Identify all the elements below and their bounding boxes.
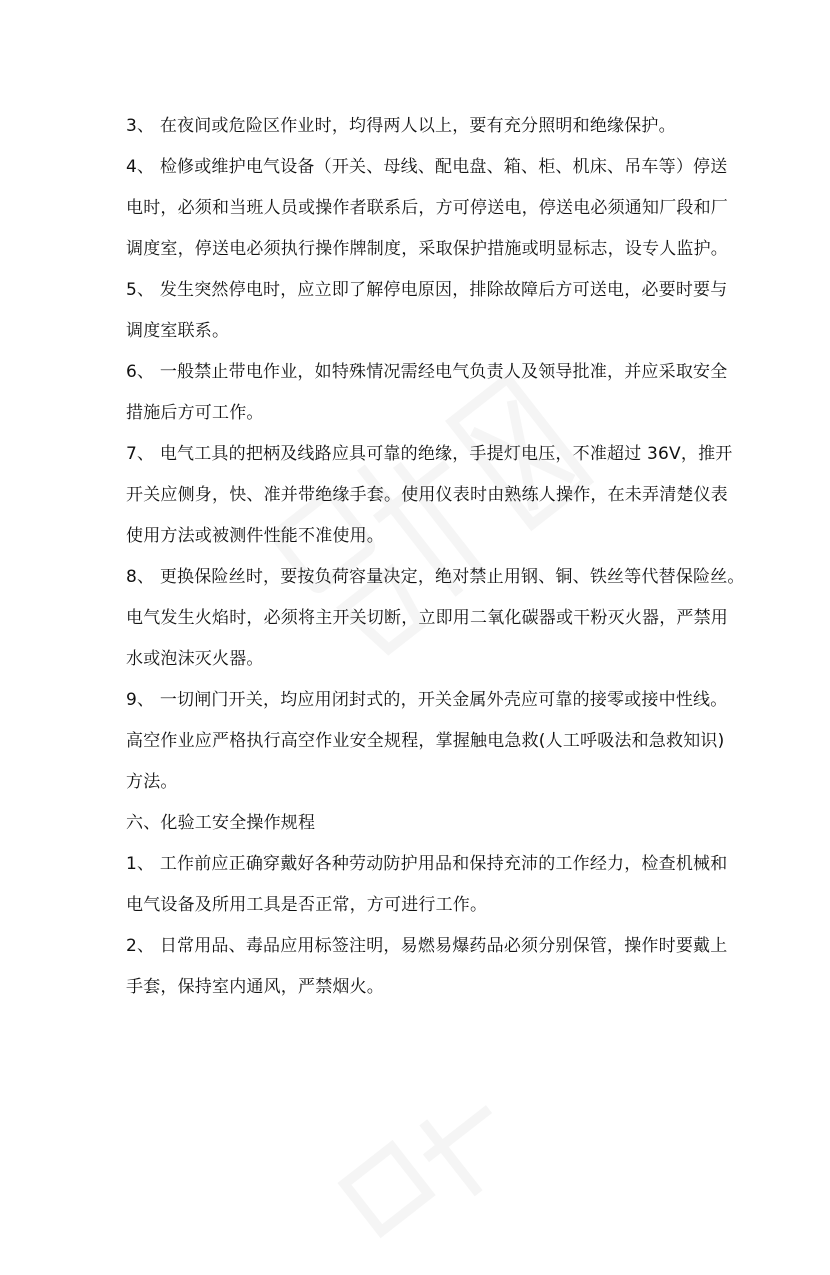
paragraph-line: 7、 电气工具的把柄及线路应具可靠的绝缘，手提灯电压，不准超过 36V，推开 xyxy=(126,444,733,464)
document-body xyxy=(126,108,745,1005)
paragraph-line: 电时，必须和当班人员或操作者联系后，方可停送电，停送电必须通知厂段和厂 xyxy=(126,198,728,218)
watermark-fragment-icon xyxy=(316,1045,563,1275)
paragraph-line: 调度室，停送电必须执行操作牌制度，采取保护措施或明显标志，设专人监护。 xyxy=(126,239,728,259)
paragraph-line: 电气设备及所用工具是否正常，方可进行工作。 xyxy=(126,895,488,915)
paragraph-line: 3、 在夜间或危险区作业时，均得两人以上，要有充分照明和绝缘保护。 xyxy=(126,116,676,136)
section-heading: 六、化验工安全操作规程 xyxy=(126,813,316,833)
paragraph-line: 4、 检修或维护电气设备（开关、母线、配电盘、箱、柜、机床、吊车等）停送 xyxy=(126,157,728,177)
paragraph-line: 手套，保持室内通风，严禁烟火。 xyxy=(126,977,384,997)
paragraph-line: 9、 一切闸门开关，均应用闭封式的，开关金属外壳应可靠的接零或接中性线。 xyxy=(126,690,728,710)
paragraph-line: 2、 日常用品、毒品应用标签注明，易燃易爆药品必须分别保管，操作时要戴上 xyxy=(126,936,728,956)
paragraph-line: 调度室联系。 xyxy=(126,321,230,341)
paragraph-line: 水或泡沫灭火器。 xyxy=(126,649,264,669)
paragraph-line: 1、 工作前应正确穿戴好各种劳动防护用品和保持充沛的工作经力，检查机械和 xyxy=(126,854,728,874)
paragraph-line: 措施后方可工作。 xyxy=(126,403,264,423)
paragraph-line: 开关应侧身，快、准并带绝缘手套。使用仪表时由熟练人操作，在未弄清楚仪表 xyxy=(126,485,728,505)
paragraph-line: 5、 发生突然停电时，应立即了解停电原因，排除故障后方可送电，必要时要与 xyxy=(126,280,728,300)
paragraph-line: 电气发生火焰时，必须将主开关切断，立即用二氧化碳器或干粉灭火器，严禁用 xyxy=(126,608,728,628)
paragraph-line: 使用方法或被测件性能不准使用。 xyxy=(126,526,384,546)
paragraph-line: 6、 一般禁止带电作业，如特殊情况需经电气负责人及领导批准，并应采取安全 xyxy=(126,362,728,382)
paragraph-line: 方法。 xyxy=(126,772,178,792)
paragraph-line: 8、 更换保险丝时，要按负荷容量决定，绝对禁止用钢、铜、铁丝等代替保险丝。 xyxy=(126,567,745,587)
paragraph-line: 高空作业应严格执行高空作业安全规程，掌握触电急救(人工呼吸法和急救知识) xyxy=(126,731,725,751)
